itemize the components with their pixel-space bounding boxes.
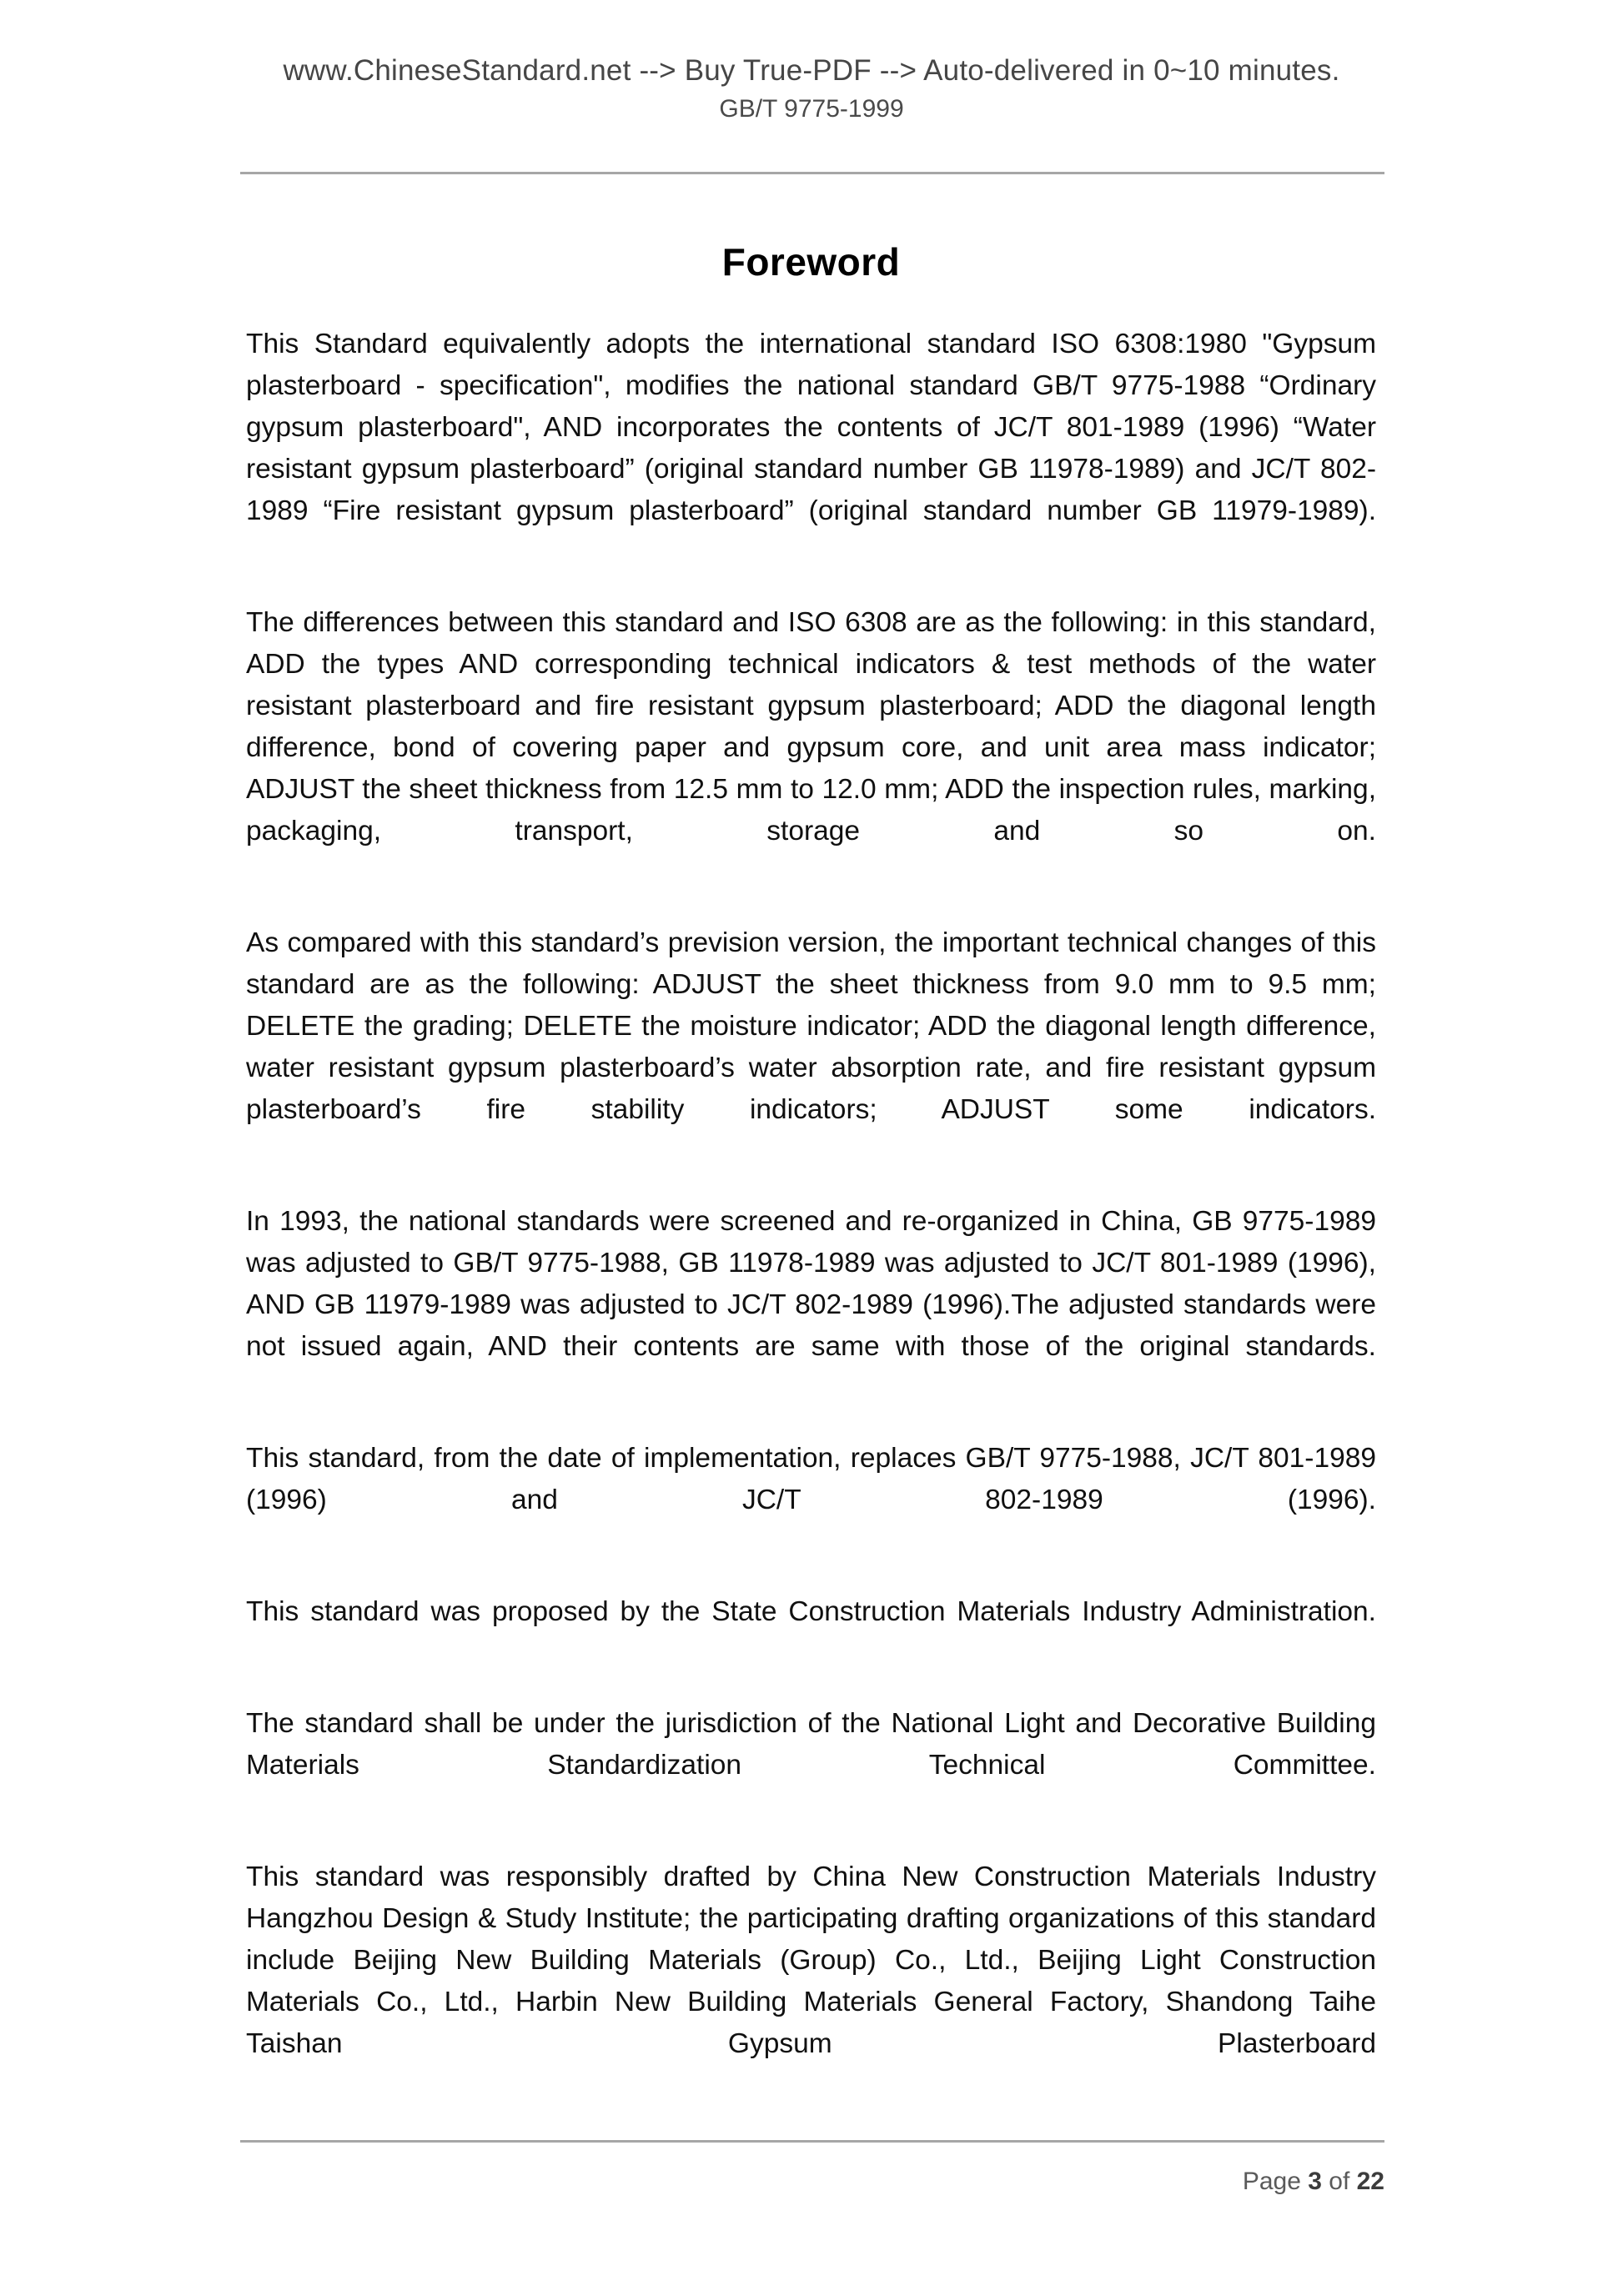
page-title: Foreword xyxy=(721,240,901,284)
footer-of-label: of xyxy=(1321,2168,1357,2195)
document-body xyxy=(246,239,1376,2107)
footer-total-pages: 22 xyxy=(1356,2168,1384,2195)
paragraph-drafting-organizations: This standard was responsibly drafted by China New Construction Materials Industry Hangzhou Design & Study Institute; the participating drafting organizations of this standard include Beijing New Building Materials (Group) Co., Ltd., Beijing Light Construction Materials Co., Ltd., Harbin New Building Materials General Factory, Shandong Taihe Taishan Gypsum Plasterboard xyxy=(246,1861,1376,2059)
paragraph-replaces: This standard, from the date of implementation, replaces GB/T 9775-1988, JC/T 801-1989 (1996) and JC/T 802-1989 (1996). xyxy=(246,1443,1376,1515)
page-header xyxy=(0,52,1623,127)
footer-page-label: Page xyxy=(1242,2168,1309,2195)
paragraph-1993-reorganization: In 1993, the national standards were screened and re-organized in China, GB 9775-1989 was adjusted to GB/T 9775-1988, GB 11978-1989 was adjusted to JC/T 801-1989 (1996), AND GB 11979-1989 was adjusted to JC/T 802-1989 (1996).The adjusted standards were not issued again, AND their contents are same with those of the original standards. xyxy=(246,1206,1376,1362)
footer-page-number: 3 xyxy=(1308,2168,1322,2195)
paragraph-proposed-by: This standard was proposed by the State Construction Materials Industry Administration. xyxy=(246,1596,1376,1627)
paragraph-adoption: This Standard equivalently adopts the international standard ISO 6308:1980 "Gypsum plasterboard - specification", modifies the national standard GB/T 9775-1988 “Ordinary gypsum plasterboard", AND incorporates the contents of JC/T 801-1989 (1996) “Water resistant gypsum plasterboard” (original standard number GB 11978-1989) and JC/T 802-1989 “Fire resistant gypsum plasterboard” (original standard number GB 11979-1989). xyxy=(246,329,1376,526)
header-standard-number: GB/T 9775-1999 xyxy=(719,95,904,123)
header-promo-text: www.ChineseStandard.net --> Buy True-PDF --> Auto-delivered in 0~10 minutes. xyxy=(283,54,1340,87)
page-footer xyxy=(240,2165,1384,2198)
header-divider xyxy=(240,172,1384,174)
paragraph-jurisdiction: The standard shall be under the jurisdiction of the National Light and Decorative Building Materials Standardization Technical Committee. xyxy=(246,1708,1376,1781)
paragraph-technical-changes: As compared with this standard’s prevision version, the important technical changes of this standard are as the following: ADJUST the sheet thickness from 9.0 mm to 9.5 mm; DELETE the grading; DELETE the moisture indicator; ADD the diagonal length difference, water resistant gypsum plasterboard’s water absorption rate, and fire resistant gypsum plasterboard’s fire stability indicators; ADJUST some indicators. xyxy=(246,927,1376,1125)
footer-divider xyxy=(240,2140,1384,2143)
paragraph-differences-iso: The differences between this standard and ISO 6308 are as the following: in this standard, ADD the types AND corresponding technical indicators & test methods of the water resistant plasterboard and fire resistant gypsum plasterboard; ADD the diagonal length difference, bond of covering paper and gypsum core, and unit area mass indicator; ADJUST the sheet thickness from 12.5 mm to 12.0 mm; ADD the inspection rules, marking, packaging, transport, storage and so on. xyxy=(246,607,1376,847)
